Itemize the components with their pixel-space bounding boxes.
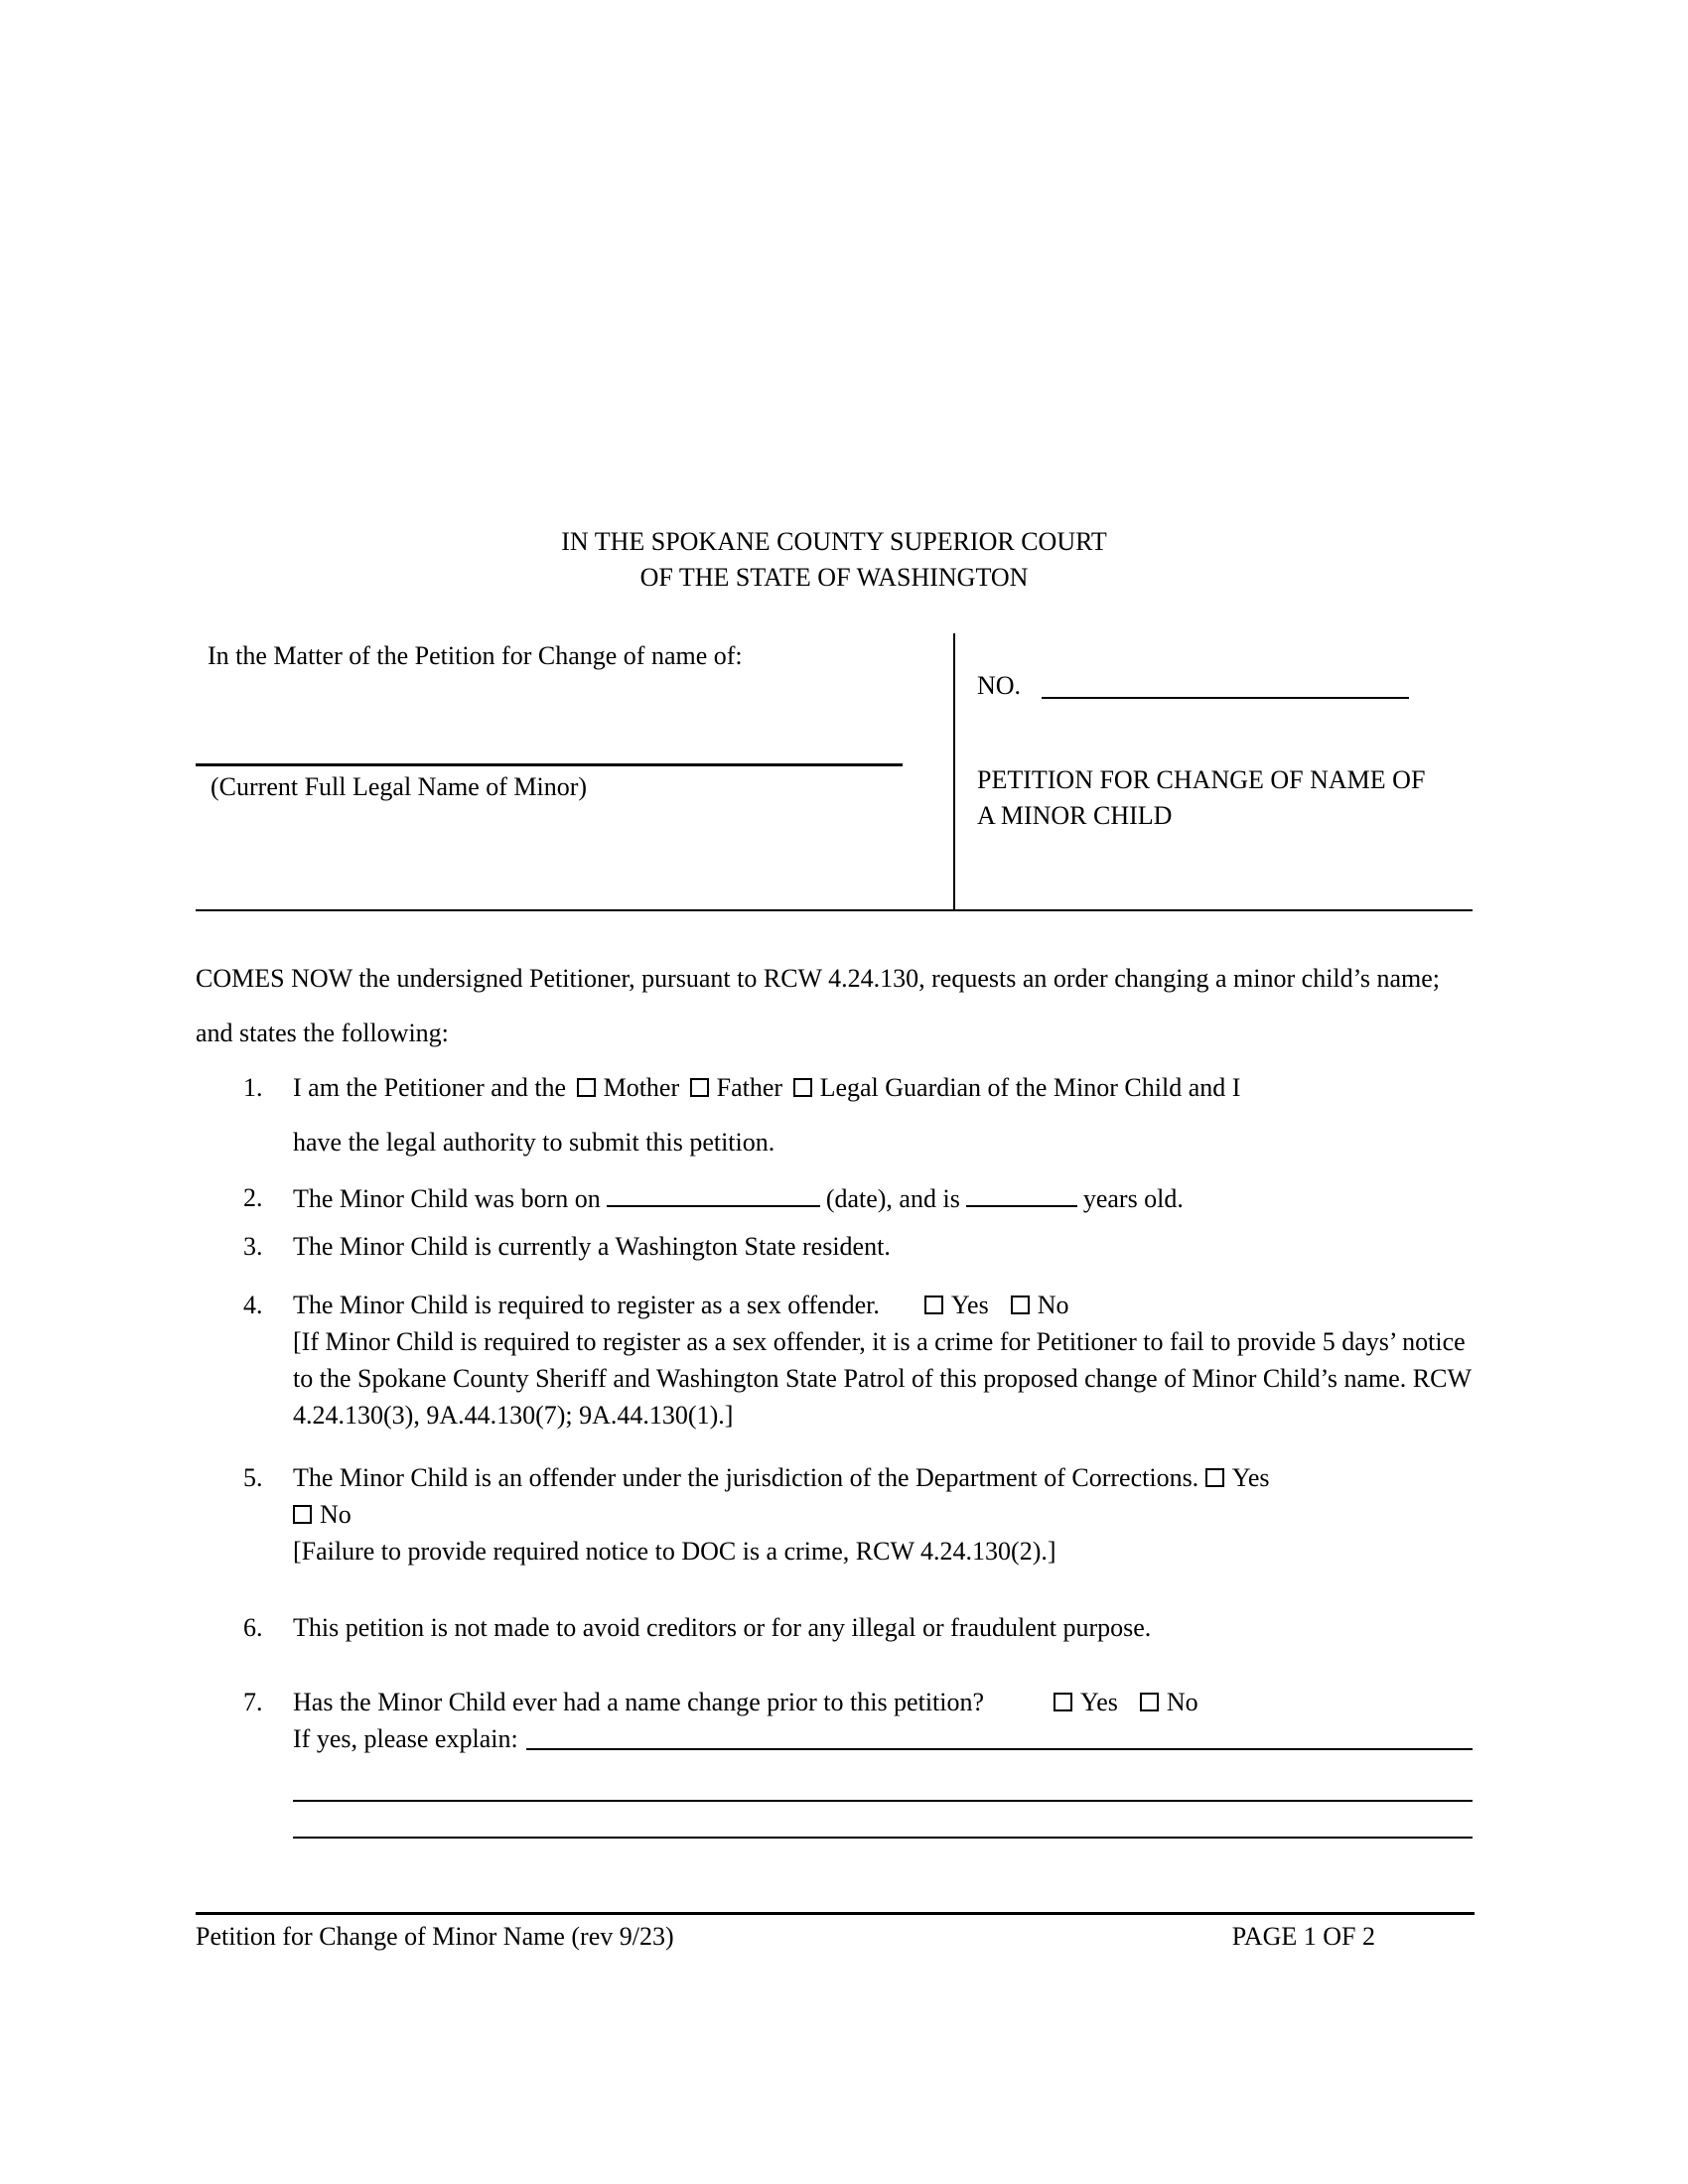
checkbox-father-label: Father [716, 1073, 783, 1102]
court-title-line1: IN THE SPOKANE COUNTY SUPERIOR COURT [561, 527, 1107, 556]
checkbox-doc-yes-label: Yes [1231, 1463, 1270, 1492]
checkbox-mother-label: Mother [603, 1073, 680, 1102]
checkbox-doc-no-label: No [320, 1500, 352, 1529]
checkbox-prior-change-no[interactable] [1140, 1693, 1159, 1711]
item-2-text-2: (date), and is [825, 1184, 960, 1213]
item-1-text-pre: I am the Petitioner and the [293, 1073, 567, 1102]
caption-matter-text: In the Matter of the Petition for Change of name of: [208, 641, 743, 670]
item-4-note: [If Minor Child is required to register as a sex offender, it is a crime for Petitioner to fail to provide 5 days’ notice to the Spokane County Sheriff and Washington State Patrol of this proposed change of Minor Child’s name. RCW 4.24.130(3), 9A.44.130(7); 9A.44.130(1).] [293, 1327, 1472, 1430]
document-title [977, 762, 1425, 834]
item-2-body [293, 1179, 1473, 1217]
checkbox-prior-change-yes[interactable] [1054, 1693, 1072, 1711]
explain-label: If yes, please explain: [293, 1724, 518, 1753]
item-4-number: 4. [243, 1291, 263, 1319]
petition-item-3 [196, 1228, 1473, 1265]
footer-document-title: Petition for Change of Minor Name (rev 9/23) [196, 1922, 674, 1951]
item-4-text: The Minor Child is required to register as a sex offender. [293, 1291, 880, 1319]
petition-item-1 [196, 1060, 1473, 1169]
checkbox-sex-offender-yes-label: Yes [950, 1291, 989, 1319]
checkbox-mother[interactable] [577, 1078, 596, 1097]
checkbox-doc-yes[interactable] [1205, 1468, 1224, 1487]
item-6-number: 6. [243, 1613, 263, 1642]
item-1-text-post: Legal Guardian of the Minor Child and I [819, 1073, 1241, 1102]
age-field[interactable] [966, 1179, 1077, 1207]
item-3-body: The Minor Child is currently a Washington State resident. [293, 1232, 891, 1261]
checkbox-prior-change-yes-label: Yes [1080, 1688, 1118, 1716]
petition-item-5 [196, 1459, 1473, 1570]
petition-item-7 [196, 1684, 1473, 1839]
caption-divider-line [953, 633, 955, 909]
item-4-body [293, 1287, 1473, 1433]
item-7-body [293, 1684, 1473, 1839]
checkbox-prior-change-no-label: No [1166, 1688, 1198, 1716]
petition-item-2 [196, 1179, 1473, 1217]
explain-field-line-3[interactable] [293, 1802, 1473, 1839]
item-3-number: 3. [243, 1232, 263, 1261]
item-2-number: 2. [243, 1183, 263, 1212]
petition-item-6 [196, 1609, 1473, 1646]
petition-items [196, 1060, 1473, 1839]
case-number-label: NO. [977, 671, 1022, 700]
minor-name-field[interactable] [196, 763, 903, 766]
item-5-body [293, 1459, 1473, 1570]
item-1-body [293, 1060, 1473, 1169]
checkbox-legal-guardian[interactable] [793, 1078, 812, 1097]
page-footer [196, 1912, 1475, 1952]
petition-item-4 [196, 1287, 1473, 1433]
checkbox-father[interactable] [690, 1078, 709, 1097]
item-5-number: 5. [243, 1463, 263, 1492]
birth-date-field[interactable] [607, 1179, 820, 1207]
checkbox-sex-offender-no[interactable] [1011, 1296, 1030, 1314]
item-1-number: 1. [243, 1073, 263, 1102]
item-2-text-1: The Minor Child was born on [293, 1184, 601, 1213]
item-7-explain-row [293, 1720, 1473, 1757]
item-7-statement-row [293, 1684, 1473, 1720]
explain-field-line-2[interactable] [293, 1765, 1473, 1802]
item-6-body: This petition is not made to avoid creditors or for any illegal or fraudulent purpose. [293, 1613, 1152, 1642]
checkbox-sex-offender-no-label: No [1037, 1291, 1069, 1319]
case-number-field[interactable] [1042, 669, 1409, 699]
court-title [196, 524, 1473, 596]
opening-paragraph: COMES NOW the undersigned Petitioner, pursuant to RCW 4.24.130, requests an order changing a minor child’s name; and states the following: [196, 964, 1441, 1047]
item-5-statement-row [293, 1459, 1473, 1496]
checkbox-doc-no[interactable] [293, 1505, 312, 1524]
document-title-line2: A MINOR CHILD [977, 801, 1173, 830]
item-2-text-3: years old. [1082, 1184, 1184, 1213]
item-4-statement-row [293, 1287, 1473, 1323]
explain-field-line-1[interactable] [526, 1720, 1473, 1750]
footer-page-number: PAGE 1 OF 2 [1231, 1922, 1375, 1951]
checkbox-sex-offender-yes[interactable] [924, 1296, 943, 1314]
court-title-line2: OF THE STATE OF WASHINGTON [639, 563, 1029, 592]
item-5-note: [Failure to provide required notice to DOC is a crime, RCW 4.24.130(2).] [293, 1537, 1056, 1566]
item-1-text-line2: have the legal authority to submit this petition. [293, 1128, 775, 1157]
item-5-text: The Minor Child is an offender under the jurisdiction of the Department of Corrections. [293, 1463, 1199, 1492]
document-content [196, 0, 1473, 1839]
item-7-text: Has the Minor Child ever had a name change prior to this petition? [293, 1688, 985, 1716]
case-caption-box [196, 633, 1473, 911]
document-title-line1: PETITION FOR CHANGE OF NAME OF [977, 765, 1426, 794]
item-7-number: 7. [243, 1688, 263, 1716]
item-5-no-row [293, 1496, 1473, 1533]
minor-name-label: (Current Full Legal Name of Minor) [211, 772, 588, 801]
